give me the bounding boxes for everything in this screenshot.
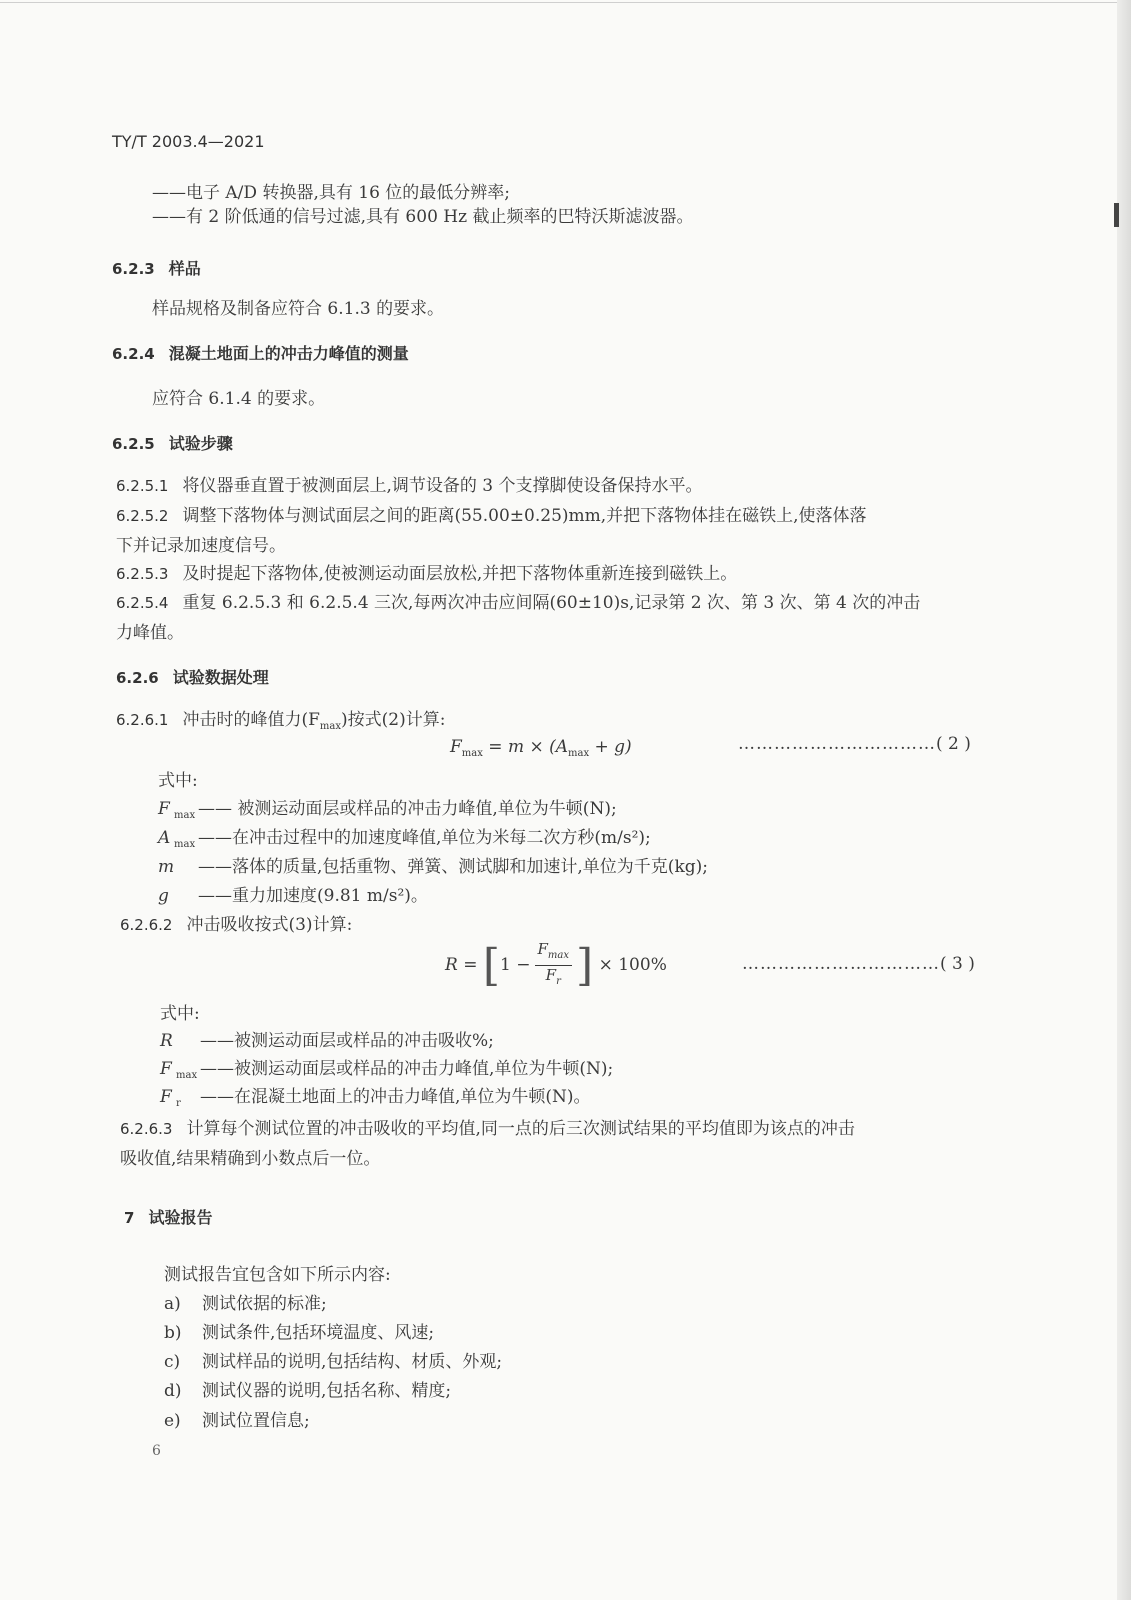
clause-number: 6.2.6.3 [120,1120,173,1138]
def-symbol: F [158,799,170,819]
section-title: 样品 [168,259,201,278]
section-title: 试验数据处理 [172,668,269,687]
definition-row [160,1086,591,1115]
eq-term: R = [445,955,478,975]
clause-6-2-5-3 [116,563,737,585]
fraction-numerator [535,940,573,966]
definition-row [158,856,708,878]
list-marker: d) [164,1381,182,1401]
list-marker: b) [164,1323,182,1343]
clause-6-2-5-4 [116,592,920,614]
subscript: max [319,721,342,732]
list-marker: a) [164,1294,181,1314]
paragraph: 应符合 6.1.4 的要求。 [152,389,326,409]
clause-number: 6.2.5.1 [116,477,169,495]
leader-dots: …………………………… [738,734,936,754]
fraction [535,940,573,991]
def-text: ——重力加速度(9.81 m/s²)。 [198,886,428,906]
def-text: ——落体的质量,包括重物、弹簧、测试脚和加速计,单位为千克(kg); [198,857,708,877]
list-item [164,1351,502,1373]
def-symbol: F [160,1059,172,1079]
clause-text: 重复 6.2.5.3 和 6.2.5.4 三次,每两次冲击应间隔(60±10)s,记录第 2 次、第 3 次、第 4 次的冲击 [182,593,921,613]
section-heading-6-2-6 [116,667,269,689]
section-heading-6-2-4 [112,343,409,365]
def-symbol: A [158,828,171,848]
clause-6-2-6-2 [120,914,352,936]
def-symbol: m [158,857,175,877]
list-text: 测试条件,包括环境温度、风速; [202,1323,435,1343]
subscript: r [176,1098,181,1109]
clause-6-2-5-2 [116,505,867,527]
eq-term: 1 − [500,955,531,975]
clause-text: 冲击吸收按式(3)计算: [186,915,353,935]
definition-row [160,1030,494,1052]
subscript: max [176,1070,198,1081]
section-heading-6-2-3 [112,258,201,280]
where-label: 式中: [158,771,198,791]
equation-2 [450,736,632,765]
eq-term: + g) [594,737,632,757]
def-symbol: F [160,1087,172,1107]
clause-number: 6.2.5.3 [116,565,169,583]
equation-3-label [742,953,975,975]
def-text: ——在混凝土地面上的冲击力峰值,单位为牛顿(N)。 [200,1087,591,1107]
clause-number: 6.2.5.2 [116,507,169,525]
eq-variable: F [545,966,557,984]
list-text: 测试仪器的说明,包括名称、精度; [202,1381,452,1401]
list-text: 测试样品的说明,包括结构、材质、外观; [202,1352,503,1372]
clause-number: 6.2.5.4 [116,594,169,612]
equation-number: ( 3 ) [940,954,975,974]
clause-continuation: 力峰值。 [116,623,184,643]
section-number: 6.2.5 [112,435,155,453]
clause-number: 6.2.6.1 [116,711,169,729]
section-number: 6.2.6 [116,669,159,687]
where-label: 式中: [160,1004,200,1024]
list-item: ——电子 A/D 转换器,具有 16 位的最低分辨率; [152,183,511,203]
list-marker: c) [164,1352,181,1372]
section-heading-7 [124,1207,212,1229]
subscript: max [568,748,590,759]
eq-term: = m × (A [488,737,569,757]
scan-top-line [0,2,1117,3]
scan-marker [1114,203,1119,227]
clause-text: 及时提起下落物体,使被测运动面层放松,并把下落物体重新连接到磁铁上。 [182,564,738,584]
page-number: 6 [152,1443,161,1459]
clause-number: 6.2.6.2 [120,916,173,934]
equation-number: ( 2 ) [936,734,971,754]
paragraph: 样品规格及制备应符合 6.1.3 的要求。 [152,299,445,319]
section-title: 试验步骤 [168,434,233,453]
leader-dots: …………………………… [742,954,940,974]
list-marker: e) [164,1411,181,1431]
list-text: 测试位置信息; [202,1411,310,1431]
list-item [164,1322,434,1344]
eq-variable: F [450,737,462,757]
clause-6-2-6-3 [120,1118,855,1140]
clause-text: 将仪器垂直置于被测面层上,调节设备的 3 个支撑脚使设备保持水平。 [182,476,703,496]
clause-text: 计算每个测试位置的冲击吸收的平均值,同一点的后三次测试结果的平均值即为该点的冲击 [186,1119,855,1139]
list-item: ——有 2 阶低通的信号过滤,具有 600 Hz 截止频率的巴特沃斯滤波器。 [152,207,694,227]
list-text: 测试依据的标准; [202,1294,327,1314]
def-text: —— 被测运动面层或样品的冲击力峰值,单位为牛顿(N); [198,799,617,819]
clause-continuation: 下并记录加速度信号。 [116,536,286,556]
section-title: 混凝土地面上的冲击力峰值的测量 [168,344,409,363]
subscript: r [556,976,561,987]
clause-6-2-6-1 [116,709,445,738]
paragraph: 测试报告宜包含如下所示内容: [164,1265,391,1285]
clause-text: 冲击时的峰值力(F [182,710,320,730]
def-symbol: g [158,886,169,906]
section-number: 6.2.3 [112,260,155,278]
equation-3 [445,940,667,991]
clause-text: )按式(2)计算: [341,710,446,730]
list-item [164,1380,451,1402]
definition-row [158,827,651,856]
right-bracket: ] [576,939,594,991]
definition-row [158,885,428,907]
section-number: 6.2.4 [112,345,155,363]
list-item [164,1410,310,1432]
def-text: ——被测运动面层或样品的冲击力峰值,单位为牛顿(N); [200,1059,614,1079]
def-symbol: R [160,1031,173,1051]
equation-2-label [738,733,971,755]
def-text: ——在冲击过程中的加速度峰值,单位为米每二次方秒(m/s²); [198,828,651,848]
subscript: max [547,950,570,961]
subscript: max [174,839,196,850]
section-title: 试验报告 [148,1208,213,1227]
def-text: ——被测运动面层或样品的冲击吸收%; [200,1031,494,1051]
list-item [164,1293,327,1315]
definition-row [160,1058,613,1087]
left-bracket: [ [482,939,501,991]
section-heading-6-2-5 [112,433,233,455]
fraction-denominator [535,966,573,991]
subscript: max [174,810,196,821]
scan-right-edge [1117,0,1131,1600]
eq-variable: F [537,940,548,958]
section-number: 7 [124,1209,135,1227]
clause-continuation: 吸收值,结果精确到小数点后一位。 [120,1149,381,1169]
definition-row [158,798,617,827]
eq-term: × 100% [598,955,667,975]
subscript: max [461,748,483,759]
clause-text: 调整下落物体与测试面层之间的距离(55.00±0.25)mm,并把下落物体挂在磁铁上,使落体落 [182,506,867,526]
standard-code: TY/T 2003.4—2021 [112,132,265,151]
clause-6-2-5-1 [116,475,703,497]
